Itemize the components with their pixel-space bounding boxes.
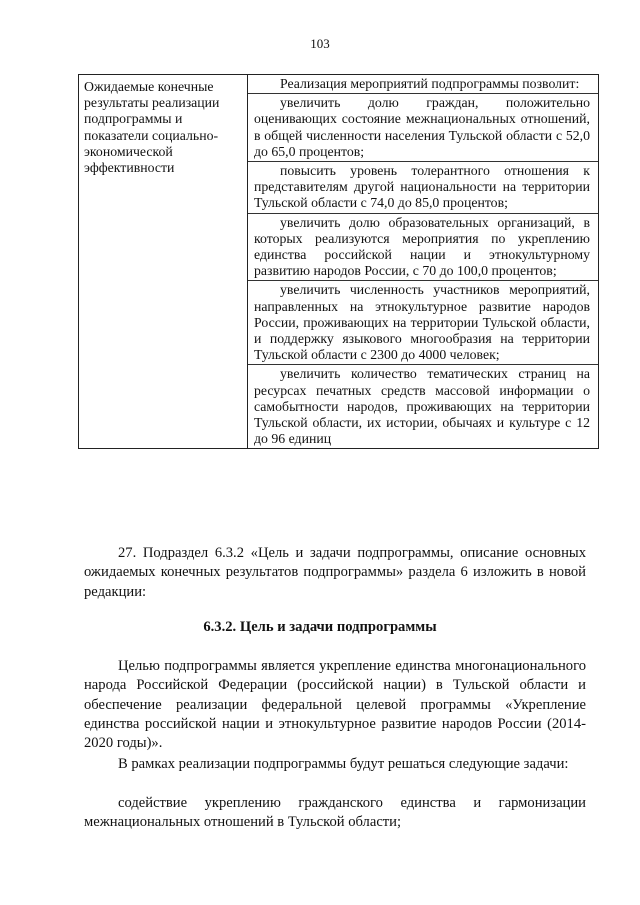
goal-item-text: увеличить количество тематических страниц на ресурсах печатных средств массовой информации о самобытности народов, проживающих на территории Тульской области, их истории, обычаях и культуре с 12 до 96 единиц: [254, 366, 590, 447]
paragraph-task-item-text: содействие укреплению гражданского единства и гармонизации межнациональных отношений в Тульской области;: [84, 795, 586, 831]
goal-item: [248, 94, 598, 162]
goal-item-text: повысить уровень толерантного отношения к представителям другой национальности на территории Тульской области с 74,0 до 85,0 процентов;: [254, 163, 590, 211]
paragraph-goal-text: Целью подпрограммы является укрепление единства многонационального народа Российской Федерации (российской нации) в Тульской области и обеспечение реализации федеральной целевой программы «Укрепление единства российской нации и этнокультурное развитие народов России (2014-2020 годы)».: [84, 658, 586, 752]
goal-item: [248, 365, 598, 448]
paragraph-task-item: [84, 794, 586, 833]
paragraph-amendment: [84, 544, 586, 602]
paragraph-amendment-text: 27. Подраздел 6.3.2 «Цель и задачи подпрограммы, описание основных ожидаемых конечных результатов подпрограммы» раздела 6 изложить в новой редакции:: [84, 545, 586, 600]
section-heading: 6.3.2. Цель и задачи подпрограммы: [203, 619, 437, 635]
goal-item: [248, 214, 598, 282]
goal-item-text: увеличить долю граждан, положительно оценивающих состояние межнациональных отношений, в общей численности населения Тульской области с 52,0 до 65,0 процентов;: [254, 95, 590, 159]
paragraph-goal: [84, 657, 586, 753]
table-row: [79, 75, 599, 449]
results-table: [78, 74, 599, 449]
page-number: 103: [310, 36, 330, 51]
table-content-cell: [248, 75, 599, 449]
goal-item: [248, 281, 598, 365]
paragraph-tasks-text: В рамках реализации подпрограммы будут решаться следующие задачи:: [118, 756, 569, 772]
table-label-cell: Ожидаемые конечные результаты реализации подпрограммы и показатели социально-экономической эффективности: [79, 75, 248, 449]
goal-item-text: увеличить долю образовательных организаций, в которых реализуются мероприятия по укреплению единства российской нации и этнокультурному развитию народов России, с 70 до 100,0 процентов;: [254, 214, 590, 279]
goal-item-text: увеличить численность участников мероприятий, направленных на этнокультурное развитие народов России, проживающих на территории Тульской области, и поддержку языкового многообразия на территории Тульской области с 2300 до 4000 человек;: [254, 282, 590, 363]
goal-item: [248, 162, 598, 214]
intro-item: [248, 75, 598, 94]
paragraph-tasks: [84, 755, 586, 774]
intro-item-text: Реализация мероприятий подпрограммы позволит:: [280, 76, 580, 91]
